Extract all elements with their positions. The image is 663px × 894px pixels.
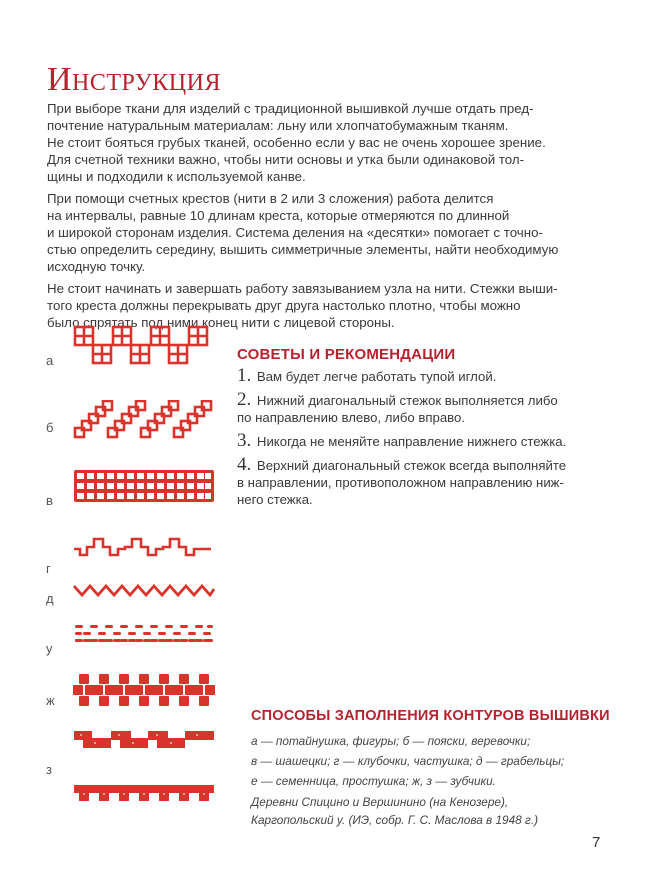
tip-item	[237, 432, 617, 450]
text-line: было спрятать под ними конец нити с лицевой стороны.	[47, 315, 395, 330]
tip-text: Нижний диагональный стежок выполняется либо	[256, 393, 558, 408]
intro-paragraph-2	[47, 190, 627, 275]
tip-text: Никогда не меняйте направление нижнего стежка.	[256, 434, 567, 449]
legend-line: в — шашецки; г — клубочки, частушка; д — грабельцы;	[251, 754, 565, 768]
text-line: исходную точку.	[47, 259, 146, 274]
embroidery-patterns	[40, 325, 230, 805]
text-line: Не стоит бояться грубых тканей, особенно если у вас не очень хорошее зрение.	[47, 135, 546, 150]
pattern-label: з	[46, 762, 52, 777]
text-line: Не стоит начинать и завершать работу завязыванием узла на нити. Стежки выши-	[47, 281, 558, 296]
tip-number: 4.	[237, 454, 252, 475]
text-line: того креста должны перекрывать друг друга настолько плотно, чтобы можно	[47, 298, 521, 313]
pattern-zh-icon	[73, 673, 218, 713]
tip-text: Верхний диагональный стежок всегда выполняйте	[256, 458, 567, 473]
pattern-d-icon	[73, 583, 218, 601]
text-line: щины и подходили к используемой канве.	[47, 169, 306, 184]
tip-number: 1.	[237, 365, 252, 386]
intro-text	[47, 100, 627, 336]
text-line: При помощи счетных крестов (нити в 2 или 3 сложения) работа делится	[47, 191, 494, 206]
pattern-label: а	[46, 353, 54, 368]
tip-text: в направлении, противоположном направлению ниж-	[237, 475, 564, 490]
page-title: Инструкция	[47, 61, 221, 98]
tip-number: 2.	[237, 389, 252, 410]
page-number: 7	[592, 834, 601, 851]
tip-item	[237, 456, 617, 508]
tip-text: по направлению влево, либо вправо.	[237, 410, 466, 425]
source-line: Каргопольский у. (ИЭ, собр. Г. С. Маслова в 1948 г.)	[251, 813, 539, 827]
source-caption	[251, 793, 611, 829]
tip-item	[237, 391, 617, 426]
tip-text: него стежка.	[237, 492, 313, 507]
text-line: на интервалы, равные 10 длинам креста, которые отмеряются по длинной	[47, 208, 510, 223]
source-line: Деревни Спицино и Вершинино (на Кенозере),	[251, 795, 509, 809]
methods-section	[251, 707, 611, 829]
text-line: стью определить середину, вышить симметричные элементы, найти необходимую	[47, 242, 559, 257]
pattern-z-icon	[73, 730, 218, 805]
pattern-a-icon	[73, 325, 218, 370]
pattern-label: г	[46, 561, 51, 576]
legend-line: е — семенница, простушка; ж, з — зубчики.	[251, 774, 496, 788]
pattern-label: в	[46, 493, 53, 508]
text-line: почтение натуральным материалам: льну или хлопчатобумажным тканям.	[47, 118, 509, 133]
pattern-g-icon	[73, 535, 218, 563]
tip-item	[237, 367, 617, 385]
tips-heading: СОВЕТЫ И РЕКОМЕНДАЦИИ	[237, 346, 456, 363]
tip-number: 3.	[237, 430, 252, 451]
pattern-b-icon	[73, 400, 218, 442]
tips-section	[237, 346, 617, 514]
pattern-label: у	[46, 641, 53, 656]
pattern-label: ж	[46, 693, 55, 708]
methods-heading: СПОСОБЫ ЗАПОЛНЕНИЯ КОНТУРОВ ВЫШИВКИ	[251, 708, 610, 724]
pattern-e-icon	[73, 623, 218, 653]
intro-paragraph-1	[47, 100, 627, 185]
text-line: Для счетной техники важно, чтобы нити основы и утка были одинаковой тол-	[47, 152, 525, 167]
text-line: и широкой сторонам изделия. Система деления на «десятки» помогает с точно-	[47, 225, 543, 240]
intro-paragraph-3	[47, 280, 627, 331]
tip-text: Вам будет легче работать тупой иглой.	[256, 369, 497, 384]
pattern-v-icon	[73, 469, 218, 505]
text-line: При выборе ткани для изделий с традиционной вышивкой лучше отдать пред-	[47, 101, 534, 116]
pattern-label: д	[46, 591, 54, 606]
legend-line: а — потайнушка, фигуры; б — пояски, веревочки;	[251, 734, 531, 748]
pattern-label: б	[46, 420, 54, 435]
